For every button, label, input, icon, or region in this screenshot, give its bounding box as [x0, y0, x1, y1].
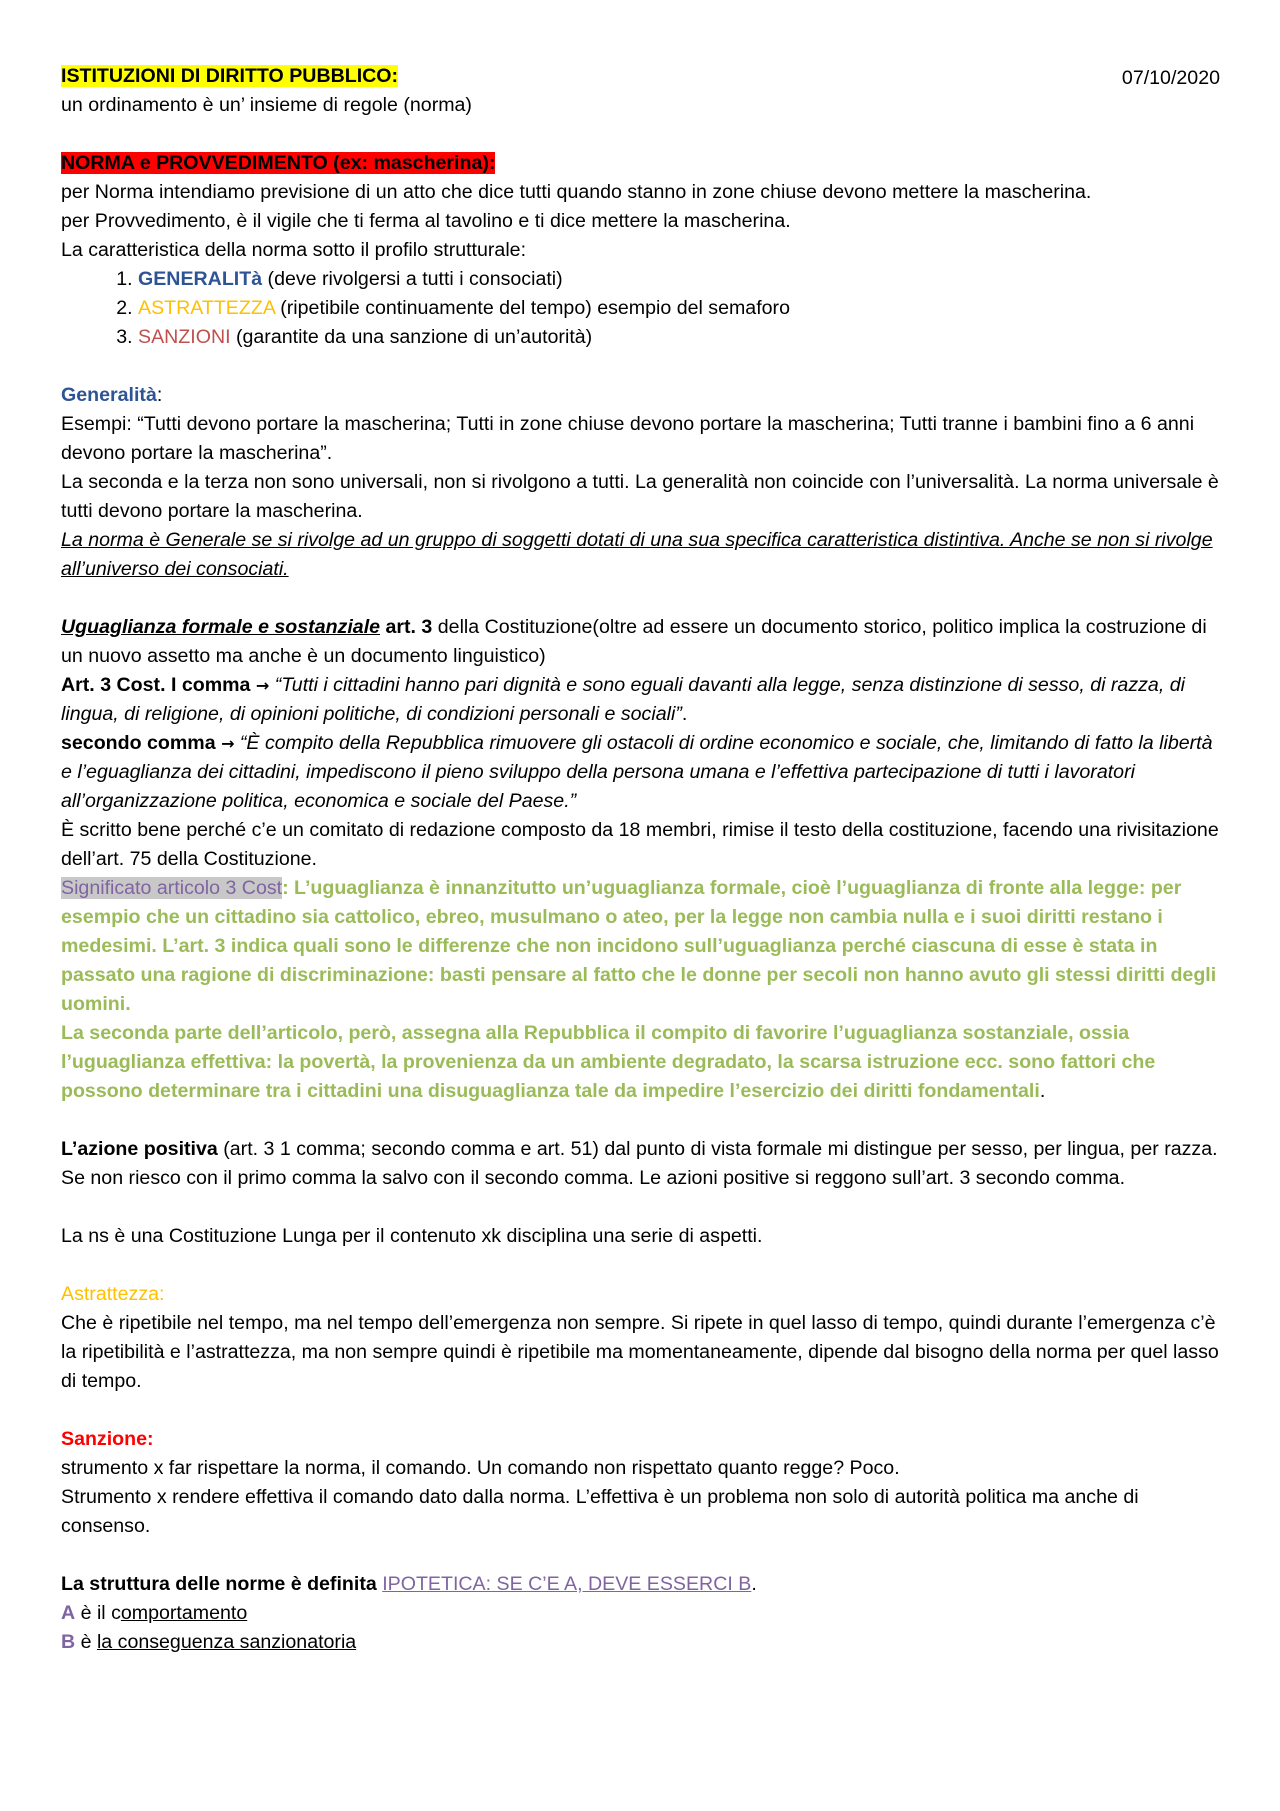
list-desc: (deve rivolgersi a tutti i consociati): [262, 268, 563, 290]
arrow-right-icon: →: [255, 676, 270, 695]
costituzione-lunga-paragraph: La ns è una Costituzione Lunga per il contenuto xk disciplina una serie di aspetti.: [61, 1225, 763, 1247]
b-conseguenza: la conseguenza sanzionatoria: [96, 1631, 357, 1653]
norma-line-2: per Provvedimento, è il vigile che ti ferma al tavolino e ti dice mettere la mascherina.: [61, 210, 791, 232]
list-term-sanzioni: SANZIONI: [138, 326, 231, 348]
significato-paragraph: [61, 874, 1224, 1019]
generalita-heading: Generalità: [61, 384, 157, 406]
generalita-heading-line: [61, 381, 1224, 410]
uguaglianza-intro: [61, 613, 1224, 671]
list-item: [138, 294, 1224, 323]
uguaglianza-art: art. 3: [380, 616, 433, 638]
a-comportamento: omportamento: [120, 1602, 248, 1624]
sanzione-heading: Sanzione:: [61, 1428, 154, 1450]
list-term-astrattezza: ASTRATTEZZA: [138, 297, 275, 319]
seconda-parte-text: La seconda parte dell’articolo, però, assegna alla Repubblica il compito di favorire l’uguaglianza sostanziale, ossia l’uguaglianza effettiva: la povertà, la provenienza da un ambiente degradato, la scarsa istruzione ecc. sono fattori che possono determinare tra i cittadini una disuguaglianza tale da impedire l’esercizio dei diritti fondamentali: [61, 1022, 1156, 1102]
norma-heading-line: [61, 149, 1224, 178]
intro-text: un ordinamento è un’ insieme di regole (norma): [61, 94, 472, 116]
list-desc: (garantite da una sanzione di un’autorità): [230, 326, 593, 348]
b-prefix: è: [75, 1631, 97, 1653]
scritto-paragraph: È scritto bene perché c’e un comitato di redazione composto da 18 membri, rimise il testo della costituzione, facendo una rivisitazione dell’art. 75 della Costituzione.: [61, 819, 1219, 870]
uguaglianza-rest: della Costituzione(oltre ad essere un documento storico, politico implica la costruzione di un nuovo assetto ma anche è un documento linguistico): [61, 616, 1207, 667]
astrattezza-heading: Astrattezza:: [61, 1283, 165, 1305]
list-term-generalita: GENERALITà: [138, 268, 263, 290]
document-title: ISTITUZIONI DI DIRITTO PUBBLICO:: [61, 65, 399, 87]
uguaglianza-term: Uguaglianza formale e sostanziale: [61, 616, 381, 638]
azione-positiva-term: L’azione positiva: [61, 1138, 218, 1160]
astrattezza-heading-line: [61, 1280, 1224, 1309]
title-line: [61, 62, 1224, 91]
norma-line-1: per Norma intendiamo previsione di un atto che dice tutti quando stanno in zone chiuse devono mettere la mascherina.: [61, 181, 1092, 203]
generalita-explanation: La seconda e la terza non sono universali, non si rivolgono a tutti. La generalità non coincide con l’universalità. La norma universale è tutti devono portare la mascherina.: [61, 471, 1219, 522]
generalita-examples: Esempi: “Tutti devono portare la mascherina; Tutti in zone chiuse devono portare la mascherina; Tutti tranne i bambini fino a 6 anni devono portare la mascherina”.: [61, 413, 1195, 464]
heading-colon: :: [156, 384, 163, 406]
azione-positiva-text: (art. 3 1 comma; secondo comma e art. 51) dal punto di vista formale mi distingue per sesso, per lingua, per razza. Se non riesco con il primo comma la salvo con il secondo comma. Le azioni positive si reggono sull’art. 3 secondo comma.: [61, 1138, 1218, 1189]
comma-2-paragraph: [61, 729, 1224, 816]
comma-1-paragraph: [61, 671, 1224, 729]
comma-1-quote: “Tutti i cittadini hanno pari dignità e sono eguali davanti alla legge, senza distinzione di sesso, di razza, di lingua, di religione, di opinioni politiche, di condizioni personali e sociali”: [61, 674, 1185, 725]
struttura-a-line: [61, 1599, 1224, 1628]
sanzione-heading-line: [61, 1425, 1224, 1454]
list-item: [138, 323, 1224, 352]
letter-a: A: [61, 1602, 76, 1624]
astrattezza-text: Che è ripetibile nel tempo, ma nel tempo dell’emergenza non sempre. Si ripete in quel lasso di tempo, quindi durante l’emergenza c’è la ripetibilità e l’astrattezza, ma non sempre quindi è ripetibile ma momentaneamente, dipende dal bisogno della norma per quel lasso di tempo.: [61, 1312, 1219, 1392]
seconda-parte-end: .: [1039, 1080, 1046, 1102]
significato-label: Significato articolo 3 Cost: [61, 877, 283, 899]
struttura-label: La struttura delle norme è definita: [61, 1573, 383, 1595]
comma-2-label: secondo comma: [61, 732, 222, 754]
significato-text: : L’uguaglianza è innanzitutto un’uguaglianza formale, cioè l’uguaglianza di fronte alla legge: per esempio che un cittadino sia cattolico, ebreo, musulmano o ateo, per la legge non cambia nulla e i suoi diritti restano i medesimi. L’art. 3 indica quali sono le differenze che non incidono sull’uguaglianza perché ciascuna di esse è stata in passato una ragione di discriminazione: basti pensare al fatto che le donne per secoli non hanno avuto gli stessi diritti degli uomini.: [61, 877, 1217, 1015]
a-prefix: è il c: [75, 1602, 121, 1624]
arrow-right-icon: →: [221, 734, 235, 753]
sanzione-line-1: strumento x far rispettare la norma, il comando. Un comando non rispettato quanto regge? Poco.: [61, 1457, 900, 1479]
sanzione-line-2: Strumento x rendere effettiva il comando dato dalla norma. L’effettiva è un problema non solo di autorità politica ma anche di consenso.: [61, 1486, 1139, 1537]
comma-1-label: Art. 3 Cost. I comma: [61, 674, 256, 696]
struttura-b-line: [61, 1628, 1224, 1657]
generalita-definition: La norma è Generale se si rivolge ad un gruppo di soggetti dotati di una sua specifica caratteristica distintiva. Anche se non si rivolge all’universo dei consociati.: [61, 529, 1213, 580]
struttura-ipotetica: IPOTETICA: SE C’E A, DEVE ESSERCI B: [382, 1573, 752, 1595]
struttura-end: .: [751, 1573, 757, 1595]
azione-positiva-paragraph: [61, 1135, 1224, 1193]
seconda-parte-paragraph: [61, 1019, 1224, 1106]
characteristics-list: [61, 265, 1224, 352]
letter-b: B: [61, 1631, 76, 1653]
list-desc: (ripetibile continuamente del tempo) esempio del semaforo: [274, 297, 790, 319]
norma-line-3: La caratteristica della norma sotto il profilo strutturale:: [61, 239, 527, 261]
document-date: 07/10/2020: [1121, 67, 1220, 89]
comma-1-end: .: [681, 703, 688, 725]
comma-2-quote: “È compito della Repubblica rimuovere gli ostacoli di ordine economico e sociale, che, limitando di fatto la libertà e l’eguaglianza dei cittadini, impediscono il pieno sviluppo della persona umana e l’effettiva partecipazione di tutti i lavoratori all’organizzazione politica, economica e sociale del Paese.”: [61, 732, 1213, 812]
list-item: [138, 265, 1224, 294]
norma-heading: NORMA e PROVVEDIMENTO (ex: mascherina):: [61, 152, 496, 174]
struttura-paragraph: [61, 1570, 1224, 1599]
